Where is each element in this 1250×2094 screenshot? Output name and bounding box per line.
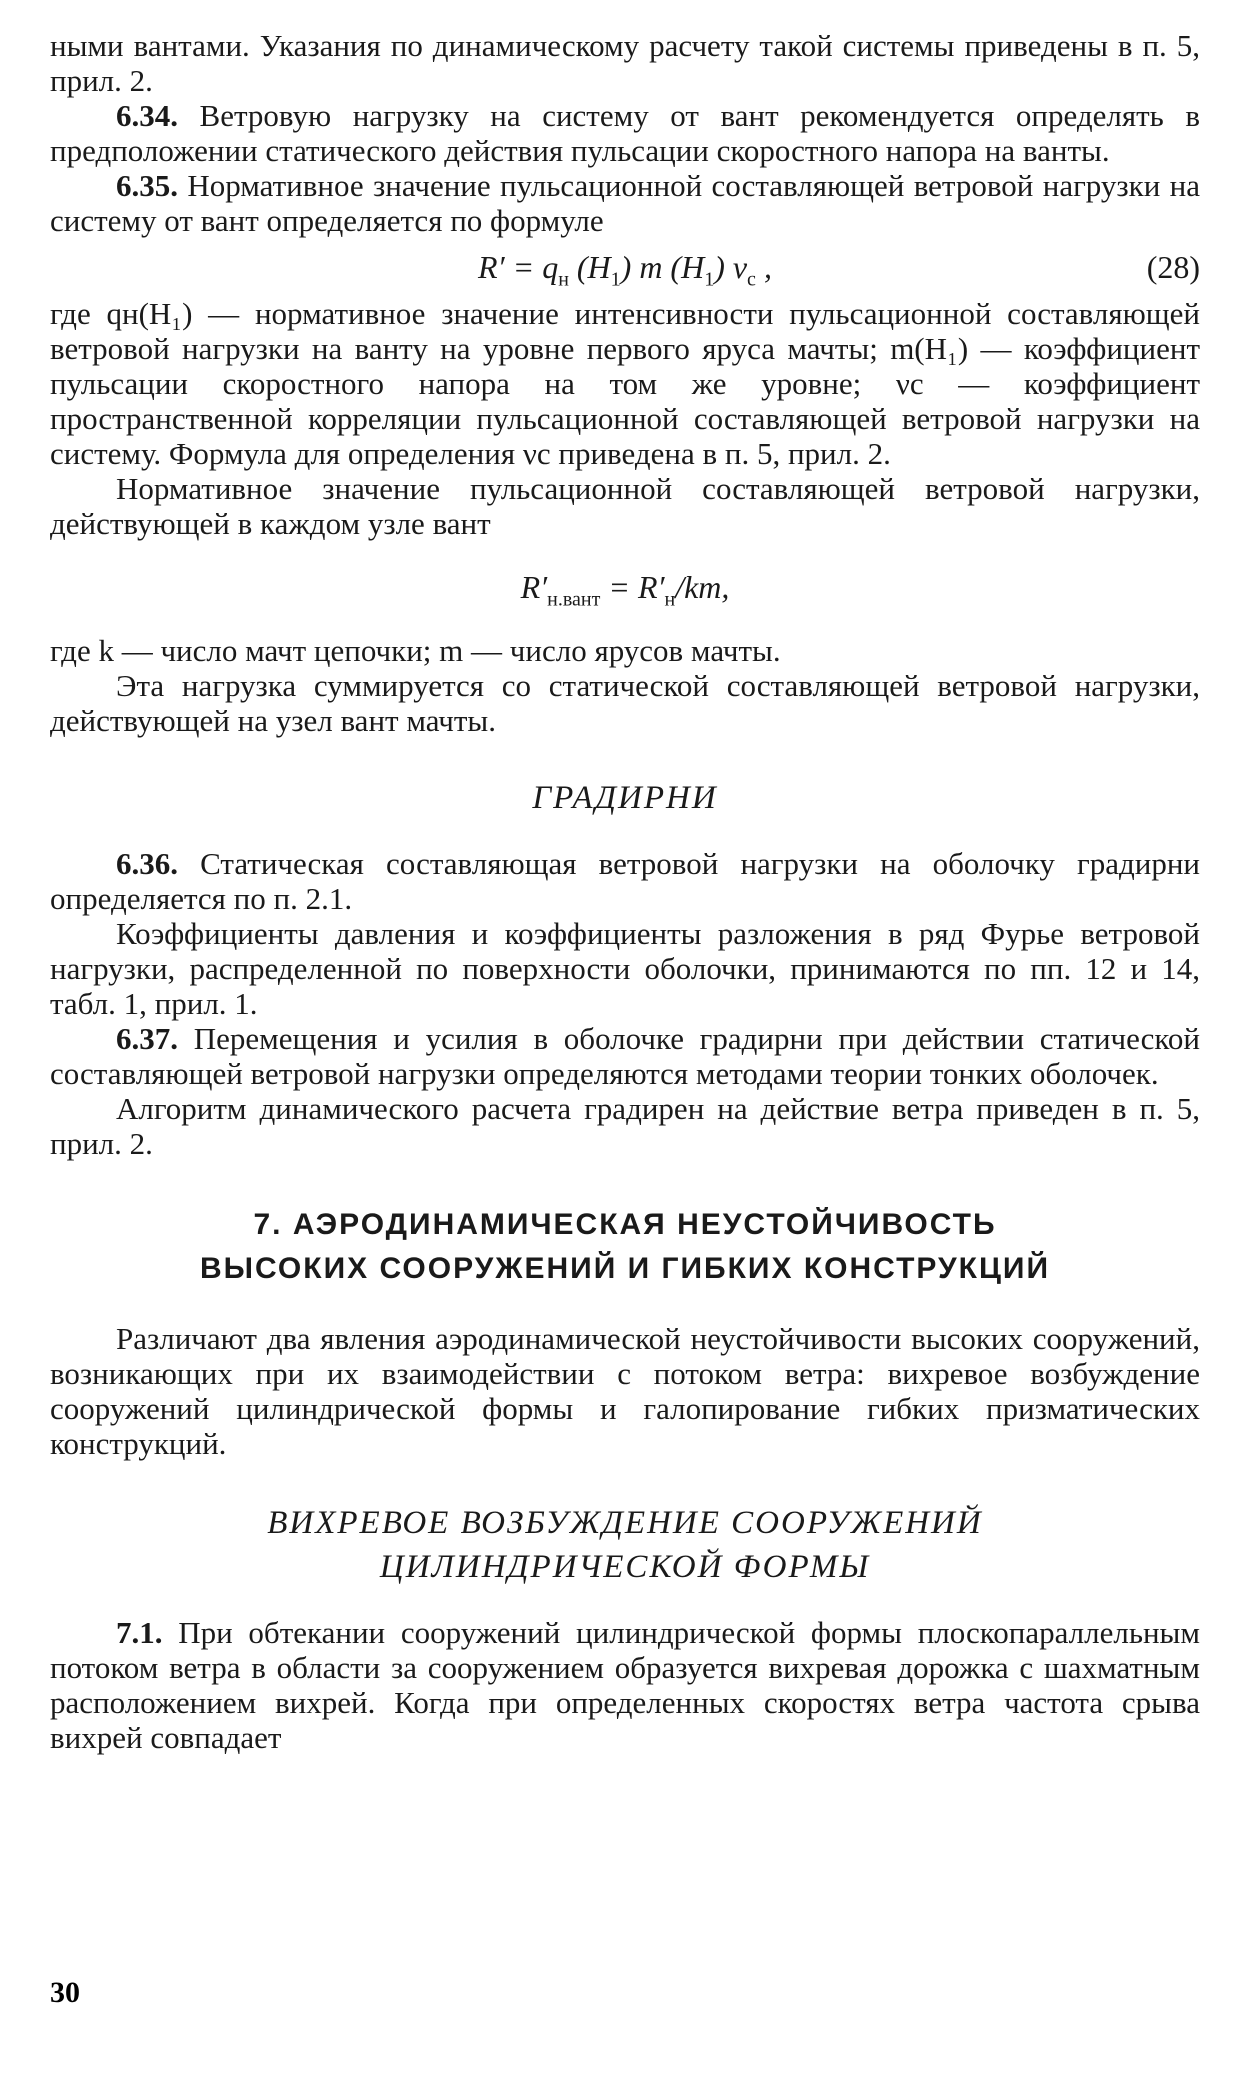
formula-part: = R′ bbox=[600, 569, 665, 605]
chapter-title-line: ВЫСОКИХ СООРУЖЕНИЙ И ГИБКИХ КОНСТРУКЦИЙ bbox=[199, 1252, 1051, 1285]
section-6-37 bbox=[50, 1021, 1200, 1091]
formula-sub: н.вант bbox=[547, 588, 601, 611]
section-6-36 bbox=[50, 846, 1200, 916]
paragraph-normative: Нормативное значение пульсационной составляющей ветровой нагрузки, действующей в каждом узле вант bbox=[50, 471, 1200, 541]
formula-part: /km, bbox=[675, 569, 730, 605]
formula-sub: н bbox=[558, 268, 569, 291]
heading-vortex bbox=[50, 1501, 1200, 1589]
section-text: Перемещения и усилия в оболочке градирни при действии статической составляющей ветровой нагрузки определяются методами теории тонких оболочек. bbox=[50, 1021, 1200, 1091]
section-number: 6.37. bbox=[116, 1021, 178, 1056]
formula-sub: н bbox=[664, 588, 676, 611]
formula-part: , bbox=[755, 249, 772, 285]
equation-number: (28) bbox=[1146, 249, 1200, 285]
section-number: 6.36. bbox=[116, 846, 178, 881]
heading-line: ЦИЛИНДРИЧЕСКОЙ ФОРМЫ bbox=[379, 1549, 871, 1585]
section-7-1 bbox=[50, 1615, 1200, 1755]
paragraph-continuation: ными вантами. Указания по динамическому расчету такой системы приведены в п. 5, прил. 2. bbox=[50, 28, 1200, 98]
section-6-35 bbox=[50, 168, 1200, 238]
heading-line: ВИХРЕВОЕ ВОЗБУЖДЕНИЕ СООРУЖЕНИЙ bbox=[267, 1505, 983, 1541]
paragraph-coefficients: Коэффициенты давления и коэффициенты разложения в ряд Фурье ветровой нагрузки, распределенной по поверхности оболочки, принимаются по пп. 12 и 14, табл. 1, прил. 1. bbox=[50, 916, 1200, 1021]
document-page bbox=[50, 28, 1200, 1755]
section-number: 7.1. bbox=[116, 1615, 163, 1650]
formula-part: ) ν bbox=[714, 249, 748, 285]
formula-sub: 1 bbox=[704, 268, 715, 291]
section-6-34 bbox=[50, 98, 1200, 168]
formula-node-load bbox=[50, 541, 1200, 633]
paragraph-summation: Эта нагрузка суммируется со статической составляющей ветровой нагрузки, действующей на узел вант мачты. bbox=[50, 668, 1200, 738]
chapter-title-line: 7. АЭРОДИНАМИЧЕСКАЯ НЕУСТОЙЧИВОСТЬ bbox=[253, 1208, 997, 1241]
paragraph-algorithm: Алгоритм динамического расчета градирен на действие ветра приведен в п. 5, прил. 2. bbox=[50, 1091, 1200, 1161]
chapter-title bbox=[50, 1203, 1200, 1291]
formula-part: R′ bbox=[520, 569, 548, 605]
paragraph-where-2: где k — число мачт цепочки; m — число ярусов мачты. bbox=[50, 633, 781, 668]
paragraph-intro: Различают два явления аэродинамической неустойчивости высоких сооружений, возникающих при их взаимодействии с потоком ветра: вихревое возбуждение сооружений цилиндрической формы и галопирование гибких призматических конструкций. bbox=[50, 1321, 1200, 1461]
section-number: 6.35. bbox=[116, 168, 178, 203]
section-number: 6.34. bbox=[116, 98, 178, 133]
formula-sub: c bbox=[747, 268, 756, 291]
formula-sub: 1 bbox=[610, 268, 621, 291]
section-text: Ветровую нагрузку на систему от вант рекомендуется определять в предположении статического действия пульсации скоростного напора на ванты. bbox=[50, 98, 1200, 168]
section-text: Статическая составляющая ветровой нагрузки на оболочку градирни определяется по п. 2.1. bbox=[50, 846, 1200, 916]
page-number: 30 bbox=[50, 1976, 80, 2009]
section-text: При обтекании сооружений цилиндрической формы плоскопараллельным потоком ветра в области за сооружением образуется вихревая дорожка с шахматным расположением вихрей. Когда при определенных скоростях ветра частота срыва вихрей совпадает bbox=[50, 1615, 1200, 1755]
formula-28 bbox=[50, 238, 1200, 296]
formula-part: ) m (H bbox=[620, 249, 705, 285]
formula-part: (H bbox=[568, 249, 611, 285]
paragraph-where-1: где qн(H₁) — нормативное значение интенсивности пульсационной составляющей ветровой нагрузки на ванту на уровне первого яруса мачты; m(H₁) — коэффициент пульсации скоростного напора на том же уровне; νc — коэффициент пространственной корреляции пульсационной составляющей ветровой нагрузки на систему. Формула для определения νc приведена в п. 5, прил. 2. bbox=[50, 296, 1200, 471]
heading-gradirni: ГРАДИРНИ bbox=[532, 780, 718, 816]
formula-part: R′ = q bbox=[478, 249, 559, 285]
section-text: Нормативное значение пульсационной составляющей ветровой нагрузки на систему от вант определяется по формуле bbox=[50, 168, 1200, 238]
